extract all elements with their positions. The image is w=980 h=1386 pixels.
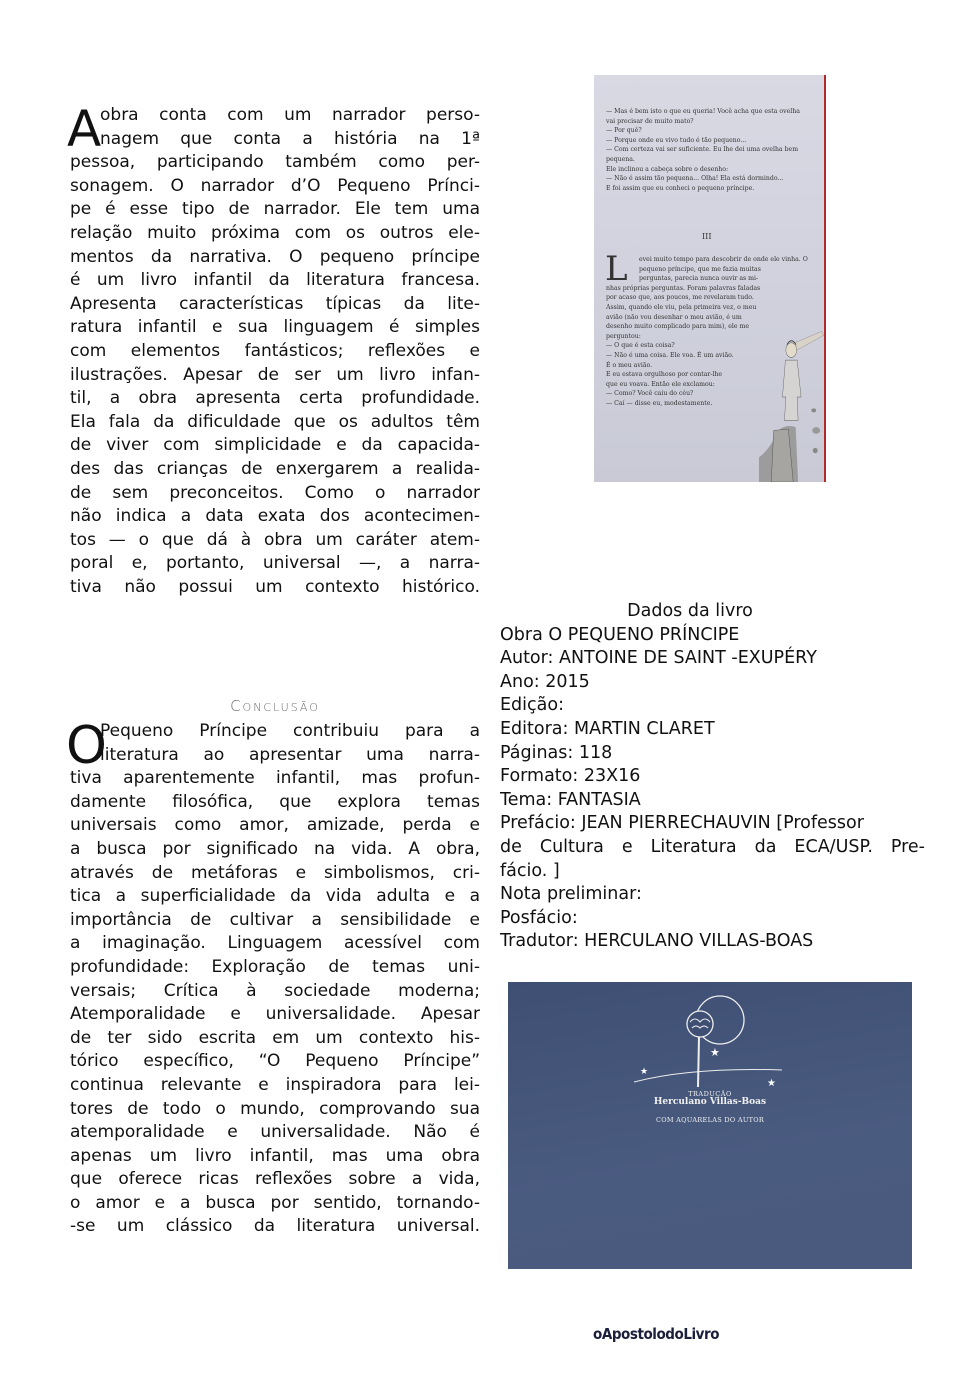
rose-globe-logo bbox=[632, 992, 792, 1087]
book-data-line: Ano: 2015 bbox=[500, 671, 590, 692]
text-line: continua relevante e inspiradora para lei- bbox=[70, 1074, 480, 1095]
text-line: tos — o que dá à obra um caráter atem- bbox=[70, 529, 480, 550]
text-line: atemporalidade e universalidade. Não é bbox=[70, 1122, 480, 1143]
text-line: -se um clássico da literatura universal. bbox=[70, 1216, 480, 1237]
text-line: tórico específico, “O Pequeno Príncipe” bbox=[70, 1051, 480, 1072]
book-page-line: evei muito tempo para descobrir de onde ele vinha. O bbox=[639, 256, 808, 263]
text-line: relação muito próxima com os outros ele- bbox=[70, 222, 480, 243]
text-line: pessoa, participando também como per- bbox=[70, 152, 480, 173]
book-data-line: de Cultura e Literatura da ECA/USP. Pre- bbox=[500, 836, 925, 857]
text-line: damente filosófica, que explora temas bbox=[70, 791, 480, 812]
text-line: Pequeno Príncipe contribuiu para a bbox=[100, 721, 480, 741]
text-line: é um livro infantil da literatura francesa. bbox=[70, 270, 480, 291]
text-line: tores de todo o mundo, comprovando sua bbox=[70, 1098, 480, 1119]
book-page-line: nhas próprias perguntas. Foram palavras faladas bbox=[606, 284, 761, 292]
book-page-line: vai precisar de muito mato? bbox=[606, 117, 694, 125]
text-line: a busca por significado na vida. A obra, bbox=[70, 838, 480, 859]
book-page-line: — Como? Você caiu do céu? bbox=[606, 390, 694, 398]
text-line: des das crianças de enxergarem a realida- bbox=[70, 458, 480, 479]
book-page-line: desenho muito complicado para mim), ele me bbox=[606, 323, 750, 331]
book-page-line: que eu voava. Então ele exclamou: bbox=[606, 380, 715, 388]
book-data-line: Obra O PEQUENO PRÍNCIPE bbox=[500, 624, 740, 645]
footer-brand: oApostolodoLivro bbox=[593, 1325, 720, 1343]
text-line: poral e, portanto, universal —, a narra- bbox=[70, 553, 480, 574]
text-line: tiva aparentemente infantil, mas profun- bbox=[70, 768, 480, 789]
book-data-line: Formato: 23X16 bbox=[500, 766, 641, 787]
translation-label: TRADUÇÃO bbox=[688, 1090, 732, 1098]
book-data-line: Tema: FANTASIA bbox=[500, 789, 641, 810]
text-line: universais como amor, amizade, perda e bbox=[70, 815, 480, 836]
book-page-line: Ele inclinou a cabeça sobre o desenho: bbox=[606, 165, 729, 173]
book-page-line: — Mas é bem isto o que eu queria! Você acha que esta ovelha bbox=[606, 108, 800, 115]
conclusion-paragraph bbox=[66, 716, 480, 1239]
book-data-line: Páginas: 118 bbox=[500, 742, 613, 763]
book-data-line: Tradutor: HERCULANO VILLAS-BOAS bbox=[500, 931, 814, 952]
intro-paragraph bbox=[67, 100, 480, 599]
text-line: literatura ao apresentar uma narra- bbox=[100, 744, 480, 765]
little-prince-illustration bbox=[759, 330, 826, 482]
book-data-line: Editora: MARTIN CLARET bbox=[500, 718, 715, 739]
book-page-line: pequena. bbox=[606, 156, 635, 163]
text-line: profundidade: Exploração de temas uni- bbox=[70, 956, 480, 977]
book-page-line: É o meu avião. bbox=[606, 361, 653, 369]
book-data-line: Prefácio: JEAN PIERRECHAUVIN [Professor bbox=[500, 813, 864, 834]
book-data-line: Posfácio: bbox=[500, 907, 578, 928]
book-page-line: por acaso que, aos poucos, me revelaram tudo. bbox=[606, 294, 754, 302]
book-page-line: — Com certeza vai ser suficiente. Eu lhe dei uma ovelha bem bbox=[606, 146, 799, 154]
text-line: til, a obra apresenta certa profundidade. bbox=[70, 388, 480, 409]
book-page-line: — Não é uma coisa. Ele voa. É um avião. bbox=[606, 352, 734, 359]
cover-subtitle: COM AQUARELAS DO AUTOR bbox=[655, 1116, 765, 1124]
book-page-line: avião (não vou desenhar o meu avião, é um bbox=[606, 313, 742, 321]
book-page-line: — Não é assim tão pequena... Olha! Ela está dormindo... bbox=[606, 175, 784, 183]
text-line: mentos da narrativa. O pequeno príncipe bbox=[70, 246, 480, 267]
text-line: importância de cultivar a sensibilidade e bbox=[70, 909, 480, 930]
text-line: apenas um livro infantil, mas uma obra bbox=[70, 1145, 480, 1166]
book-page-photo bbox=[594, 75, 826, 482]
book-data-line: Edição: bbox=[500, 695, 564, 716]
book-page-line: — Por quê? bbox=[606, 127, 642, 135]
book-page-line: — O que é esta coisa? bbox=[606, 342, 675, 350]
book-data-line: Nota preliminar: bbox=[500, 884, 642, 905]
text-line: Ela fala da dificuldade que os adultos têm bbox=[70, 411, 480, 432]
text-line: o amor e a busca por sentido, tornando- bbox=[70, 1192, 480, 1213]
drop-cap: A bbox=[67, 100, 102, 158]
book-page-line: E eu estava orgulhoso por contar-lhe bbox=[606, 371, 723, 379]
text-line: através de metáforas e simbolismos, cri- bbox=[70, 862, 480, 883]
book-page-line: Assim, quando ele viu, pela primeira vez, o meu bbox=[606, 304, 757, 311]
book-page-line: perguntou: bbox=[606, 332, 641, 340]
text-line: ratura infantil e sua linguagem é simples bbox=[70, 317, 480, 338]
text-line: de sem preconceitos. Como o narrador bbox=[70, 482, 480, 503]
text-line: com elementos fantásticos; reflexões e bbox=[70, 340, 480, 361]
translator-name: Herculano Villas-Boas bbox=[653, 1097, 767, 1107]
text-line: sonagem. O narrador d’O Pequeno Prínci- bbox=[70, 175, 480, 196]
book-cover-photo bbox=[508, 982, 912, 1269]
text-line: tica a superficialidade da vida adulta e a bbox=[70, 886, 480, 907]
text-line: a imaginação. Linguagem acessível com bbox=[70, 933, 480, 954]
drop-cap: O bbox=[66, 716, 107, 776]
text-line: tiva não possui um contexto histórico. bbox=[70, 576, 480, 597]
text-line: pe é esse tipo de narrador. Ele tem uma bbox=[70, 199, 480, 220]
text-line: de viver com simplicidade e da capacida- bbox=[70, 435, 480, 456]
book-data-line: Autor: ANTOINE DE SAINT -EXUPÉRY bbox=[500, 648, 817, 669]
text-line: versais; Crítica à sociedade moderna; bbox=[70, 980, 480, 1001]
text-line: de ter sido escrita em um contexto his- bbox=[70, 1027, 480, 1048]
conclusion-heading: Conclusão bbox=[230, 697, 320, 715]
book-data-list bbox=[500, 600, 925, 954]
svg-text:★: ★ bbox=[767, 1078, 776, 1087]
text-line: que oferece ricas reflexões sobre a vida, bbox=[70, 1169, 480, 1190]
text-line: Apresenta características típicas da lite- bbox=[70, 293, 480, 314]
book-page-line: pequeno príncipe, que me fazia muitas bbox=[639, 265, 761, 273]
text-line: ilustrações. Apesar de ser um livro infan- bbox=[70, 364, 480, 385]
book-page-line: E foi assim que eu conheci o pequeno príncipe. bbox=[606, 184, 755, 192]
drop-cap: L bbox=[605, 249, 628, 289]
book-data-line: fácio. ] bbox=[500, 860, 560, 881]
chapter-number: III bbox=[702, 232, 712, 241]
text-line: não indica a data exata dos acontecimen- bbox=[70, 506, 480, 527]
book-page-line: — Caí — disse eu, modestamente. bbox=[606, 400, 713, 407]
text-line: nagem que conta a história na 1ª bbox=[100, 128, 480, 149]
svg-text:★: ★ bbox=[640, 1067, 649, 1077]
text-line: Atemporalidade e universalidade. Apesar bbox=[70, 1004, 480, 1025]
book-page-line: perguntas, parecia nunca ouvir as mi- bbox=[639, 275, 759, 283]
svg-text:★: ★ bbox=[710, 1046, 720, 1059]
book-data-title: Dados da livro bbox=[627, 601, 753, 621]
book-page-line: — Porque onde eu vivo tudo é tão pequeno... bbox=[606, 136, 747, 144]
text-line: obra conta com um narrador perso- bbox=[100, 105, 480, 125]
